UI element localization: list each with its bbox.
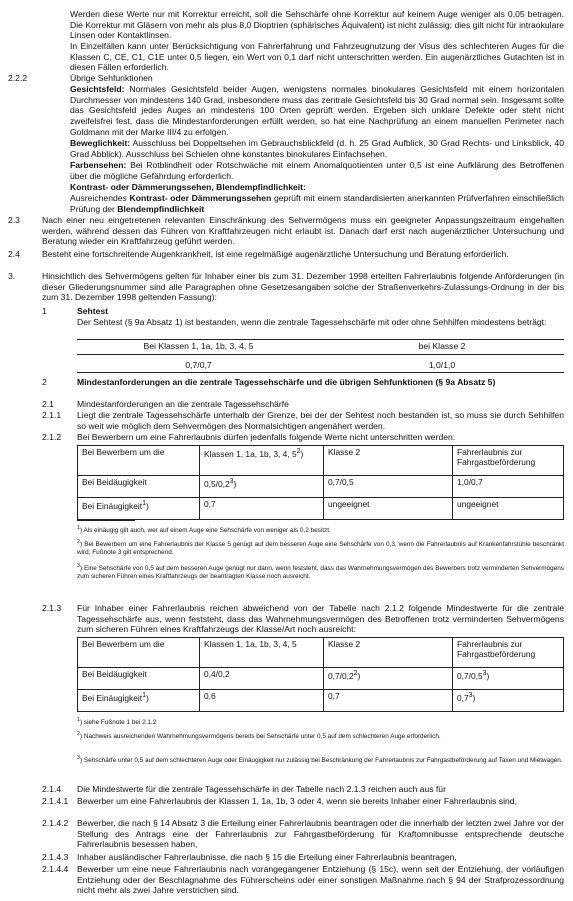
footnote-ref-paren: ): [300, 448, 304, 459]
section-number-1: 1: [42, 306, 47, 316]
sehtest-table-mid-rule: [77, 354, 564, 355]
table-cell: Klasse 2: [324, 446, 453, 476]
farbensehen-text: Bei Rotblindheit oder Rotschwäche mit einem Anomalquotienten unter 0,5 ist eine Aufklärung des Betroffenen über die mögliche Gefährdung erforderlich.: [70, 160, 564, 181]
section-2-1-text: Mindestanforderungen an die zentrale Tagessehschärfe: [77, 399, 289, 409]
table-cell: Fahrerlaubnis zur Fahrgastbeförderung: [453, 638, 564, 668]
footnote-ref-paren: ): [145, 500, 149, 511]
table-row: [78, 476, 564, 498]
mindestanforderungen-title: Mindestanforderungen an die zentrale Tagessehschärfe und die übrigen Sehfunktionen (§ 9a Absatz 5): [77, 377, 496, 387]
section-number-2-1-4-1: 2.1.4.1: [42, 796, 69, 806]
table-2-1-2-header-row: [78, 446, 564, 476]
section-number-2-4: 2.4: [8, 249, 20, 259]
footnote-ref-paren: ): [145, 692, 149, 703]
table-cell: Fahrerlaubnis zur Fahrgastbeförderung: [453, 446, 564, 476]
footnote-text: Als einäugig gilt auch, wer auf einem Auge eine Sehschärfe von weniger als 0,2 besitzt.: [83, 527, 331, 535]
kontrast-paragraph: [70, 193, 564, 214]
table-cell: [200, 446, 324, 476]
footnote-text: Eine Sehschärfe von 0,5 auf dem besseren Auge genügt nur dann, wenn feststeht, dass das Wahrnehmungsvermögen des Bewerbers trotz verminderten Sehvermögens zum sicheren Führen eines Kraftfahrzeugs der beantragten Klasse noch ausreicht.: [77, 565, 564, 581]
section-2-1-1-text: Liegt die zentrale Tagessehschärfe unterhalb der Grenze, bei der der Sehtest noch bestanden ist, so muss sie durch Sehhilfen so weit wie möglich dem Sehvermögen des Normalsichtigen angenähert werden.: [77, 410, 564, 431]
footnote-ref: 3: [468, 692, 473, 699]
table-cell: Bei Beidäugigkeit: [78, 476, 200, 498]
table-cell-text: 0,7/0,2: [328, 670, 354, 681]
table-cell: ungeeignet: [453, 498, 564, 520]
table-cell: 1,0/0,7: [453, 476, 564, 498]
table-row: [78, 498, 564, 520]
section-number-2-1: 2.1: [42, 399, 54, 409]
sehtest-table-value-2: 1,0/1,0: [428, 360, 456, 370]
footnote-2-1-2-3: $^3$) Eine Sehschärfe von 0,5 auf dem besseren Auge genügt nur dann, wenn feststeht, dass das Wahrnehmungsvermögen des Bewerbers trotz verminderten Sehvermögens zum sicheren Führen eines Kraftfahrzeugs der beantragten Klasse noch ausreicht.: [77, 563, 564, 581]
section-number-2-1-1: 2.1.1: [42, 410, 62, 420]
table-cell: Bei Bewerbern um die: [78, 638, 200, 668]
kontrast-text-c: geprüft mit einem standardisierten anerkannten Prüfverfahren einschließlich Prüfung der: [70, 193, 564, 214]
table-2-1-3-header-row: [78, 638, 564, 668]
section-number-2-1-4-2: 2.1.4.2: [42, 818, 69, 828]
table-cell: [200, 476, 324, 498]
section-2-1-4-2-text: Bewerber, die nach § 14 Absatz 3 die Erteilung einer Fahrerlaubnis beantragen oder die innerhalb der letzten zwei Jahre vor der Stellung des Antrags eine der Fahrerlaubnis zur Fahrgastbeförderung für Kraftomnibusse entsprechende deutsche Fahrerlaubnis besessen haben,: [77, 818, 564, 850]
table-cell: 0,6: [200, 690, 324, 712]
sehtest-table-bottom-rule: [77, 372, 564, 373]
footnote-ref: 1: [142, 500, 146, 507]
footnote-ref: 2: [296, 448, 301, 455]
section-2-3-text: Nach einer neu eingetretenen relevanten Einschränkung des Sehvermögens muss ein geeigneter Anpassungszeitraum eingehalten werden, während dessen das Führen von Kraftfahrzeugen nicht erlaubt ist. Danach darf erst nach augenärztlicher Untersuchung und Beratung wieder ein Kraftfahrzeug geführt werden.: [42, 215, 564, 247]
table-cell-text: Bei Einäugigkeit: [82, 692, 143, 703]
table-2-1-3: [77, 637, 564, 712]
section-number-2: 2: [42, 377, 47, 387]
table-cell: Klassen 1, 1a, 1b, 3, 4, 5: [200, 638, 324, 668]
footnote-2-1-2-2: $^2$) Bei Bewerbern um eine Fahrerlaubnis der Klasse 5 genügt auf dem besseren Auge eine Sehschärfe von 0,3, wenn die Fahrerlaubnis auf Krankenfahrstühle beschränkt wird; Fußnote 3 gilt entsprechend.: [77, 539, 565, 557]
sehtest-table-header-2: bei Klasse 2: [418, 341, 466, 351]
sehtest-table-header-1: Bei Klassen 1, 1a, 1b, 3, 4, 5: [143, 341, 254, 351]
table-cell: [324, 668, 453, 690]
section-title-uebrige-sehfunktionen: Übrige Sehfunktionen: [70, 73, 153, 83]
footnote-number: 3: [77, 755, 80, 761]
table-cell: [78, 690, 200, 712]
footnote-2-1-2-1: $^1$) Als einäugig gilt auch, wer auf einem Auge eine Sehschärfe von weniger als 0,2 besitzt.: [77, 525, 331, 535]
footnote-2-1-3-3: $^3$) Sehschärfe unter 0,5 auf dem schlechteren Auge oder Einäugigkeit nur zulässig bei Beschränkung der Fahrerlaubnis zur Fahrgastbeförderung auf Taxen und Mietwagen.: [77, 755, 563, 765]
table-cell: Bei Bewerbern um die: [78, 446, 200, 476]
footnote-separator: [77, 711, 135, 712]
table-cell: 0,7/0,5: [324, 476, 453, 498]
table-row: [78, 690, 564, 712]
section-2-1-3-text: Für Inhaber einer Fahrerlaubnis reichen abweichend von der Tabelle nach 2.1.2 folgende Mindestwerte für die zentrale Tagessehschärfe aus, wenn feststeht, dass das Wahrnehmungsvermögen des Betroffenen trotz verminderten Sehvermögens zum sicheren Führen eines Kraftfahrzeugs der Klasse/Art noch ausreicht:: [77, 603, 564, 635]
kontrast-title: Kontrast- oder Dämmerungssehen, Blendempfindlichkeit:: [70, 182, 306, 192]
section-3-text: Hinsichtlich des Sehvermögens gelten für Inhaber einer bis zum 31. Dezember 1998 erteilten Fahrerlaubnis folgende Anforderungen (in dieser Gliederungsnummer sind alle Paragraphen ohne Gesetzesangaben solche der Straßenverkehrs-Zulassungs-Ordnung in der bis zum 31. Dezember 1998 geltenden Fassung):: [42, 271, 564, 303]
table-cell-text: Bei Einäugigkeit: [82, 500, 143, 511]
footnote-ref-paren: ): [357, 670, 361, 681]
footnote-ref-paren: ): [233, 478, 237, 489]
footnote-text: Sehschärfe unter 0,5 auf dem schlechteren Auge oder Einäugigkeit nur zulässig bei Beschränkung der Fahrerlaubnis zur Fahrgastbeförderung auf Taxen und Mietwagen.: [83, 757, 563, 765]
footnote-ref-paren: ): [472, 692, 476, 703]
table-cell: Klasse 2: [324, 638, 453, 668]
table-cell-text: 0,5/0,2: [204, 478, 230, 489]
table-cell: [453, 690, 564, 712]
table-cell: 0,4/0,2: [200, 668, 324, 690]
sehtest-title: Sehtest: [77, 306, 109, 316]
table-2-1-2: [77, 445, 564, 520]
footnote-text: Bei Bewerbern um eine Fahrerlaubnis der Klasse 5 genügt auf dem besseren Auge eine Sehschärfe von 0,3, wenn die Fahrerlaubnis auf Krankenfahrstühle beschränkt wird; Fußnote 3 gilt entsprechend.: [77, 541, 565, 557]
section-2-1-4-1-text: Bewerber um eine Fahrerlaubnis der Klassen 1, 1a, 1b, 3 oder 4, wenn sie bereits Inhaber einer Fahrerlaubnis sind,: [77, 796, 517, 806]
beweglichkeit-label: Beweglichkeit:: [70, 138, 131, 148]
table-cell-text: 0,7/0,5: [457, 670, 483, 681]
footnote-ref: 1: [142, 692, 146, 699]
footnote-number: 3: [77, 563, 80, 569]
table-cell: 0,7: [200, 498, 324, 520]
footnote-ref: 2: [353, 670, 358, 677]
table-cell: ungeeignet: [324, 498, 453, 520]
sehtest-text: Der Sehtest (§ 9a Absatz 1) ist bestanden, wenn die zentrale Tagessehschärfe mit oder ohne Sehhilfen mindestens beträgt:: [77, 317, 547, 327]
footnote-number: 2: [77, 539, 80, 545]
table-cell-text: 0,7: [457, 692, 469, 703]
section-number-2-1-3: 2.1.3: [42, 603, 62, 613]
farbensehen-paragraph: [70, 160, 564, 181]
section-2-1-2-text: Bei Bewerbern um eine Fahrerlaubnis dürfen jedenfalls folgende Werte nicht unterschritten werden:: [77, 432, 456, 442]
section-number-2-1-4-4: 2.1.4.4: [42, 864, 69, 874]
gesichtsfeld-label: Gesichtsfeld:: [70, 84, 125, 94]
table-cell: [78, 498, 200, 520]
table-cell: [453, 668, 564, 690]
section-2-1-4-3-text: Inhaber ausländischer Fahrerlaubnisse, die nach § 15 die Erteilung einer Fahrerlaubnis beantragen,: [77, 852, 457, 862]
footnote-separator: [77, 520, 135, 521]
table-cell: Bei Beidäugigkeit: [78, 668, 200, 690]
footnote-number: 2: [77, 731, 80, 737]
intro-paragraph-1: Werden diese Werte nur mit Korrektur erreicht, soll die Sehschärfe ohne Korrektur auf keinem Auge weniger als 0,05 betragen. Die Korrektur mit Gläsern von mehr als plus 8,0 Dioptrien (sphärisches Äquivalent) ist nicht zulässig; dies gilt nicht für intraokulare Linsen oder Kontaktlinsen.: [70, 9, 564, 41]
footnote-2-1-3-2: $^2$) Nachweis ausreichenden Wahrnehmungsvermögens bereits bei Sehschärfe unter 0,5 auf dem schlechteren Auge erforderlich.: [77, 731, 441, 741]
table-cell-text: Klassen 1, 1a, 1b, 3, 4, 5: [204, 448, 297, 459]
section-number-2-1-4: 2.1.4: [42, 784, 62, 794]
footnote-number: 1: [77, 717, 80, 723]
table-cell: 0,7: [324, 690, 453, 712]
kontrast-text-d: Blendempfindlichkeit: [117, 203, 205, 214]
section-number-2-2-2: 2.2.2: [8, 73, 28, 83]
footnote-ref-paren: ): [486, 670, 490, 681]
section-2-1-4-text: Die Mindestwerte für die zentrale Tagessehschärfe in der Tabelle nach 2.1.3 reichen auch aus für: [77, 784, 446, 794]
sehtest-table-value-1: 0,7/0,7: [185, 360, 212, 370]
kontrast-text-b: Kontrast- oder Dämmerungssehen: [129, 193, 272, 203]
section-number-3: 3.: [8, 271, 16, 281]
section-number-2-1-4-3: 2.1.4.3: [42, 852, 69, 862]
footnote-text: siehe Fußnote 1 bei 2.1.2: [83, 719, 157, 727]
sehtest-table-top-rule: [77, 339, 564, 340]
section-2-1-4-4-text: Bewerber um eine neue Fahrerlaubnis nach vorangegangener Entziehung (§ 15c), wenn seit der Entziehung, der vorläufigen Entziehung oder der Beschlagnahme des Führerscheins oder einer sonstigen Maßnahme nach § 94 der Strafprozessordnung nicht mehr als zwei Jahre verstrichen sind.: [77, 864, 564, 896]
table-row: [78, 668, 564, 690]
footnote-text: Nachweis ausreichenden Wahrnehmungsvermögens bereits bei Sehschärfe unter 0,5 auf dem schlechteren Auge erforderlich.: [83, 733, 441, 741]
footnote-ref: 3: [482, 670, 487, 677]
section-number-2-1-2: 2.1.2: [42, 432, 62, 442]
gesichtsfeld-text: Normales Gesichtsfeld beider Augen, wenigstens normales binokulares Gesichtsfeld mit einem horizontalen Durchmesser von mindestens 140 Grad, insbesondere muss das zentrale Gesichtsfeld bis 30 Grad normal sein. Insgesamt sollte das Gesichtsfeld jedes Auges an mindestens 100 Orten geprüft werden. Ergeben sich unklare Defekte oder steht nicht zweifelsfrei fest, dass die Mindestanforderungen erfüllt werden, so hat eine Nachprüfung an einem manuellen Perimeter nach Goldmann mit der Marke III/4 zu erfolgen.: [70, 84, 564, 137]
section-2-4-text: Besteht eine fortschreitende Augenkrankheit, ist eine regelmäßige augenärztliche Untersuchung und Beratung erforderlich.: [42, 249, 509, 259]
beweglichkeit-text: Ausschluss bei Doppeltsehen im Gebrauchsblickfeld (d. h. 25 Grad Aufblick, 30 Grad Rechts- und Linksblick, 40 Grad Abblick). Ausschluss bei Schielen ohne konstantes binokulares Einfachsehen.: [70, 138, 564, 159]
kontrast-text-a: Ausreichendes: [70, 193, 130, 203]
footnote-number: 1: [77, 525, 80, 531]
footnote-2-1-3-1: $^1$) siehe Fußnote 1 bei 2.1.2: [77, 717, 157, 727]
gesichtsfeld-paragraph: [70, 84, 564, 138]
intro-paragraph-2: In Einzelfällen kann unter Berücksichtigung von Fahrerfahrung und Fahrzeugnutzung der Visus des schlechteren Auges für die Klassen C, CE, C1, C1E unter 0,5 liegen, ein Wert von 0,1 darf nicht unterschritten werden. Ein augenärztliches Gutachten ist in diesen Fällen erforderlich.: [70, 41, 564, 73]
beweglichkeit-paragraph: [70, 138, 564, 159]
footnote-ref: 3: [229, 478, 234, 485]
section-number-2-3: 2.3: [8, 215, 20, 225]
farbensehen-label: Farbensehen:: [70, 160, 127, 170]
